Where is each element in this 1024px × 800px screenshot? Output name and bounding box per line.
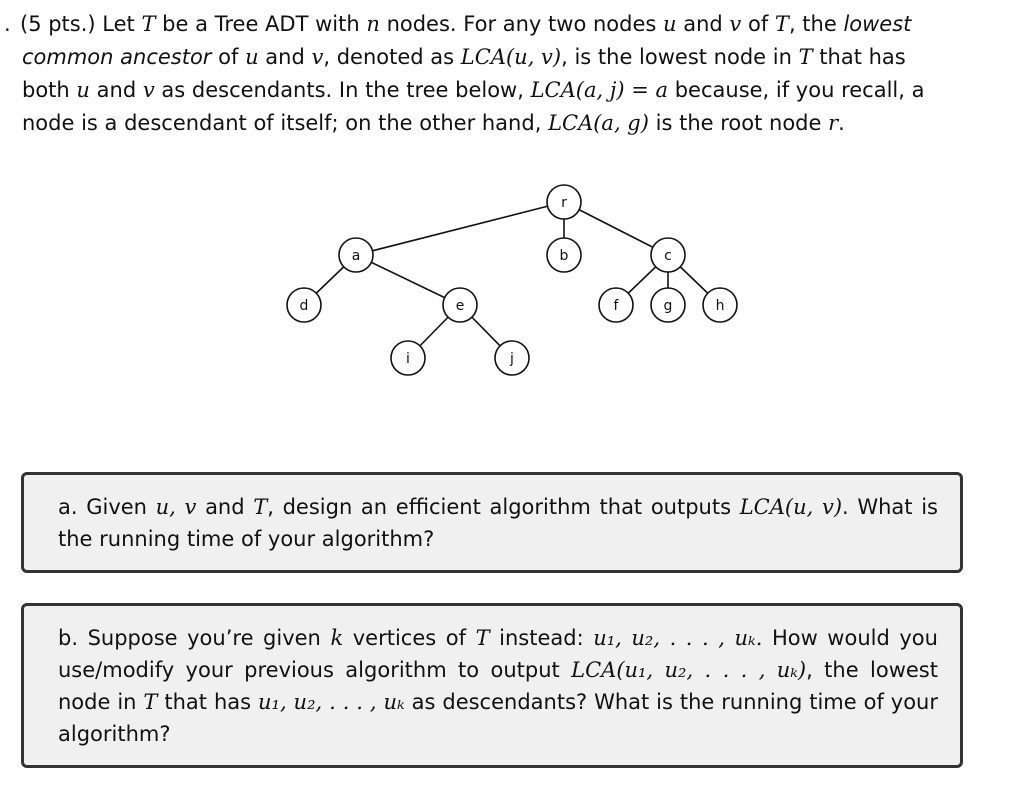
math-lca-uv: LCA(u, v) xyxy=(460,45,562,69)
intro-line-2 xyxy=(4,41,994,74)
math-u: u xyxy=(76,78,90,102)
question-b-line-1 xyxy=(58,622,960,654)
problem-intro xyxy=(4,8,994,140)
tree-node-label: a xyxy=(351,248,361,264)
tree-diagram xyxy=(0,180,1024,390)
question-text: as descendants? What is the running time of your xyxy=(411,690,938,714)
intro-text: is the root node xyxy=(655,111,822,135)
question-b-line-3 xyxy=(58,686,960,718)
question-text: instead: xyxy=(499,626,584,650)
math-k: k xyxy=(330,626,344,650)
intro-text: , is the lowest node in xyxy=(561,45,792,69)
intro-line-3 xyxy=(4,74,994,107)
question-text: and xyxy=(205,495,245,519)
intro-text: , denoted as xyxy=(323,45,455,69)
question-b-line-4: algorithm? xyxy=(58,722,171,746)
points-label: (5 pts.) Let xyxy=(20,12,135,36)
tree-node-c xyxy=(651,238,685,272)
question-text: node in xyxy=(58,690,137,714)
question-text: . What is xyxy=(842,495,938,519)
tree-node-label: e xyxy=(455,298,465,314)
math-lca-ag: LCA(a, g) xyxy=(548,111,649,135)
question-text: that has xyxy=(164,690,252,714)
tree-node-b xyxy=(547,238,581,272)
tree-node-i xyxy=(391,341,425,375)
intro-lead-dot: . xyxy=(4,12,11,36)
question-text: vertices of xyxy=(352,626,466,650)
term-lowest: lowest xyxy=(843,12,912,36)
term-common-ancestor: common ancestor xyxy=(22,45,212,69)
math-v: v xyxy=(311,45,324,69)
intro-text: node is a descendant of itself; on the other hand, xyxy=(22,111,542,135)
intro-text: and xyxy=(683,12,723,36)
math-lca-aj: LCA(a, j) = a xyxy=(530,78,669,102)
intro-text: . xyxy=(838,111,845,135)
math-T: T xyxy=(475,626,490,650)
tree-node-label: f xyxy=(613,298,619,314)
intro-text: as descendants. In the tree below, xyxy=(161,78,524,102)
question-text: How would you xyxy=(771,626,938,650)
question-text: a. Given xyxy=(58,495,147,519)
math-u-list: u₁, u₂, . . . , uₖ xyxy=(258,690,405,714)
intro-text: nodes. For any two nodes xyxy=(386,12,657,36)
question-text: use/modify your previous algorithm to output xyxy=(58,658,560,682)
question-b-line-2 xyxy=(58,654,960,686)
question-text: b. Suppose you’re given xyxy=(58,626,321,650)
math-u: u xyxy=(245,45,259,69)
math-lca-uv: LCA(u, v) xyxy=(739,495,843,519)
intro-line-4 xyxy=(4,107,994,140)
math-uv: u, v xyxy=(155,495,197,519)
question-a-line-1 xyxy=(58,491,960,523)
tree-node-a xyxy=(339,238,373,272)
tree-node-label: i xyxy=(406,351,410,367)
math-T: T xyxy=(798,45,813,69)
intro-text: of xyxy=(218,45,239,69)
math-v: v xyxy=(142,78,155,102)
intro-text: , the xyxy=(788,12,837,36)
tree-node-f xyxy=(599,288,633,322)
tree-node-g xyxy=(651,288,685,322)
tree-nodes xyxy=(287,185,737,375)
tree-node-j xyxy=(495,341,529,375)
intro-text: and xyxy=(96,78,137,102)
intro-line-1 xyxy=(4,8,994,41)
tree-node-label: d xyxy=(299,298,309,314)
tree-node-label: b xyxy=(559,248,569,264)
tree-node-e xyxy=(443,288,477,322)
math-T: T xyxy=(253,495,268,519)
tree-node-label: c xyxy=(664,248,672,264)
question-a-box xyxy=(21,472,963,573)
intro-text: both xyxy=(22,78,70,102)
tree-node-h xyxy=(703,288,737,322)
intro-text: and xyxy=(265,45,305,69)
intro-text: that has xyxy=(819,45,906,69)
tree-edges xyxy=(304,202,720,358)
math-lca-uk: LCA(u₁, u₂, . . . , uₖ) xyxy=(571,658,807,682)
question-text: , the lowest xyxy=(806,658,938,682)
tree-node-r xyxy=(547,185,581,219)
math-T: T xyxy=(774,12,789,36)
math-r: r xyxy=(828,111,839,135)
question-b-box xyxy=(21,603,963,768)
math-T: T xyxy=(143,690,158,714)
tree-node-label: h xyxy=(715,298,725,314)
math-u-list: u₁, u₂, . . . , uₖ. xyxy=(593,626,763,650)
tree-edge-r-a xyxy=(356,202,564,255)
question-a-line-2: the running time of your algorithm? xyxy=(58,527,435,551)
math-n: n xyxy=(366,12,380,36)
tree-node-label: g xyxy=(663,298,673,314)
tree-node-d xyxy=(287,288,321,322)
intro-text: of xyxy=(747,12,769,36)
tree-node-label: j xyxy=(510,351,514,367)
math-v: v xyxy=(729,12,742,36)
intro-text: be a Tree ADT with xyxy=(162,12,360,36)
intro-text: because, if you recall, a xyxy=(674,78,925,102)
question-text: , design an efficient algorithm that outputs xyxy=(267,495,732,519)
tree-node-label: r xyxy=(561,195,567,211)
math-T: T xyxy=(141,12,156,36)
math-u: u xyxy=(663,12,677,36)
